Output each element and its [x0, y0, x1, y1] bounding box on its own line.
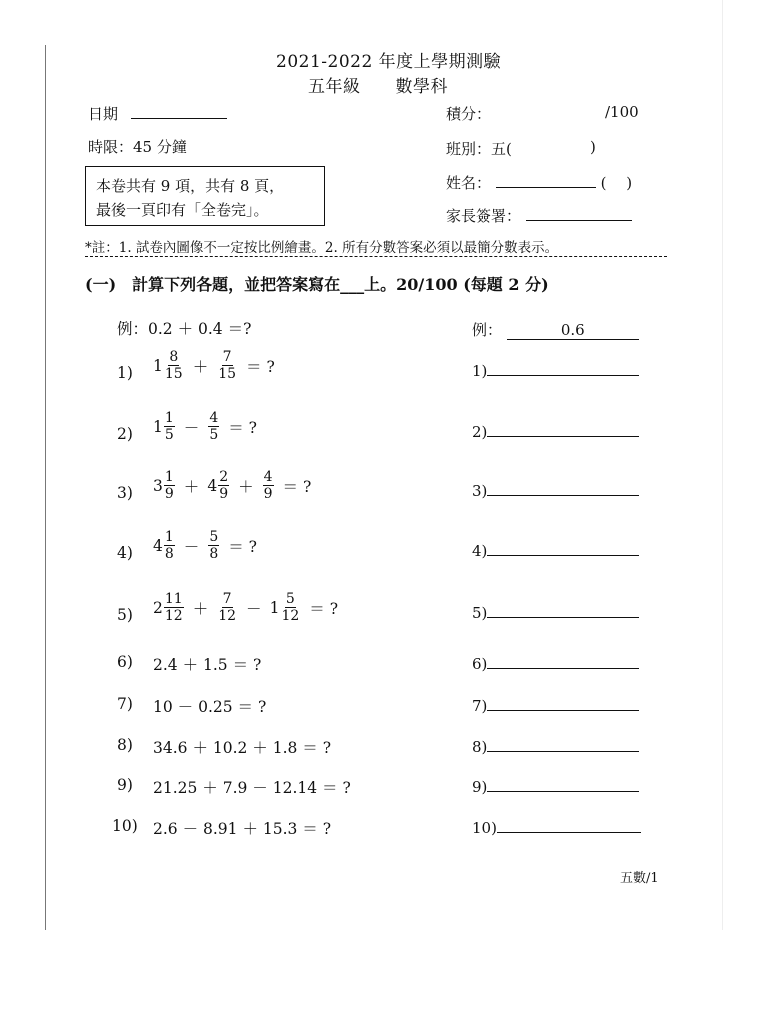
notice-line1: 本卷共有 9 項，共有 8 頁， [96, 177, 285, 195]
answer-blank-2[interactable] [487, 424, 639, 437]
answer-9: 9) [472, 778, 639, 796]
page-footer: 五數/1 [620, 871, 659, 886]
parent-sign-field [446, 205, 632, 226]
fraction: $\frac{8}{15}$ [164, 349, 183, 383]
answer-blank-7[interactable] [487, 698, 639, 711]
operator: ＋ [238, 477, 254, 496]
fraction: $\frac{7}{12}$ [218, 591, 237, 625]
fraction: $\frac{1}{9}$ [164, 469, 174, 503]
equals-question: ＝ ? [228, 418, 257, 437]
fraction: $\frac{11}{12}$ [164, 591, 183, 625]
date-blank[interactable] [131, 104, 227, 119]
operator: － [246, 599, 262, 618]
answer-1: 1) [472, 362, 639, 380]
date-label: 日期 [88, 105, 119, 123]
question-number-4: 4) [117, 544, 133, 562]
question-10: 2.6 － 8.91 ＋ 15.3 ＝ ? [153, 820, 332, 838]
note-text: *註：1. 試卷內圖像不一定按比例繪畫。2. 所有分數答案必須以最簡分數表示。 [85, 240, 559, 256]
parent-sign-blank[interactable] [526, 206, 632, 221]
page-edge [722, 0, 723, 930]
fraction: $\frac{1}{8}$ [164, 529, 174, 563]
question-2 [153, 410, 265, 443]
example-answer: 0.6 [507, 321, 639, 340]
question-number-9: 9) [117, 776, 133, 794]
fraction: $\frac{2}{9}$ [219, 469, 229, 503]
page-margin-line [45, 45, 46, 930]
answer-blank-4[interactable] [487, 543, 639, 556]
question-number-7: 7) [117, 695, 133, 713]
equals-question: ＝ ? [228, 537, 257, 556]
question-1 [153, 349, 283, 382]
question-9: 21.25 ＋ 7.9 － 12.14 ＝ ? [153, 779, 351, 797]
whole-number: 3 [153, 476, 163, 495]
score-total: /100 [605, 103, 639, 121]
question-number-6: 6) [117, 653, 133, 671]
question-number-10: 10) [112, 817, 138, 835]
section-heading: (一) 計算下列各題，並把答案寫在___上。20/100 (每題 2 分) [85, 275, 549, 294]
whole-number: 1 [269, 598, 280, 617]
fraction: $\frac{7}{15}$ [218, 349, 237, 383]
date-field [88, 103, 227, 124]
answer-7: 7) [472, 697, 639, 715]
question-number-1: 1) [117, 364, 133, 382]
whole-number: 1 [153, 417, 163, 436]
answer-blank-1[interactable] [487, 363, 639, 376]
answer-blank-3[interactable] [487, 483, 639, 496]
name-label: 姓名： [446, 174, 492, 192]
answer-4: 4) [472, 542, 639, 560]
class-number-paren: ( ) [600, 174, 633, 192]
note-underline [85, 256, 667, 257]
example-answer-label: 例： [472, 321, 503, 339]
answer-blank-10[interactable] [497, 820, 641, 833]
question-number-3: 3) [117, 484, 133, 502]
question-3 [153, 469, 319, 502]
question-6: 2.4 ＋ 1.5 ＝ ? [153, 656, 262, 674]
whole-number: 1 [153, 356, 163, 375]
name-field [446, 172, 632, 193]
answer-blank-8[interactable] [487, 739, 639, 752]
equals-question: ＝ ? [309, 599, 339, 618]
equals-question: ＝ ? [282, 477, 312, 496]
answer-6: 6) [472, 655, 639, 673]
class-label: 班別：五( [446, 140, 512, 158]
example-answer-row [472, 319, 639, 340]
answer-blank-5[interactable] [487, 605, 639, 618]
whole-number: 4 [153, 536, 163, 555]
exam-title: 2021-2022 年度上學期測驗 [276, 52, 502, 72]
whole-number: 2 [153, 598, 163, 617]
answer-2: 2) [472, 423, 639, 441]
operator: － [183, 537, 200, 556]
operator: ＋ [192, 357, 209, 376]
question-number-8: 8) [117, 736, 133, 754]
question-4 [153, 529, 265, 562]
answer-5: 5) [472, 604, 639, 622]
notice-box [85, 166, 325, 226]
fraction: $\frac{5}{8}$ [209, 529, 219, 563]
example-question: 例：0.2 ＋ 0.4 ＝? [117, 320, 252, 338]
class-close: ) [590, 138, 596, 156]
answer-3: 3) [472, 482, 639, 500]
parent-sign-label: 家長簽署： [446, 207, 522, 225]
time-limit: 時限：45 分鐘 [88, 138, 187, 156]
whole-number: 4 [207, 476, 218, 495]
fraction: $\frac{1}{5}$ [164, 410, 174, 444]
question-number-2: 2) [117, 425, 133, 443]
exam-subtitle: 五年級 數學科 [308, 77, 448, 97]
question-7: 10 － 0.25 ＝ ? [153, 698, 267, 716]
operator: ＋ [192, 599, 209, 618]
fraction: $\frac{5}{12}$ [281, 591, 300, 625]
name-blank[interactable] [496, 173, 596, 188]
notice-line2: 最後一頁印有「全卷完」。 [96, 201, 269, 219]
operator: ＋ [183, 477, 200, 496]
question-number-5: 5) [117, 606, 133, 624]
answer-blank-6[interactable] [487, 656, 639, 669]
score-label: 積分： [446, 105, 492, 123]
fraction: $\frac{4}{9}$ [263, 469, 273, 503]
operator: － [183, 418, 200, 437]
question-8: 34.6 ＋ 10.2 ＋ 1.8 ＝ ? [153, 739, 332, 757]
question-5 [153, 591, 346, 624]
answer-10: 10) [472, 819, 641, 837]
answer-blank-9[interactable] [487, 779, 639, 792]
fraction: $\frac{4}{5}$ [209, 410, 219, 444]
answer-8: 8) [472, 738, 639, 756]
equals-question: ＝ ? [246, 357, 275, 376]
